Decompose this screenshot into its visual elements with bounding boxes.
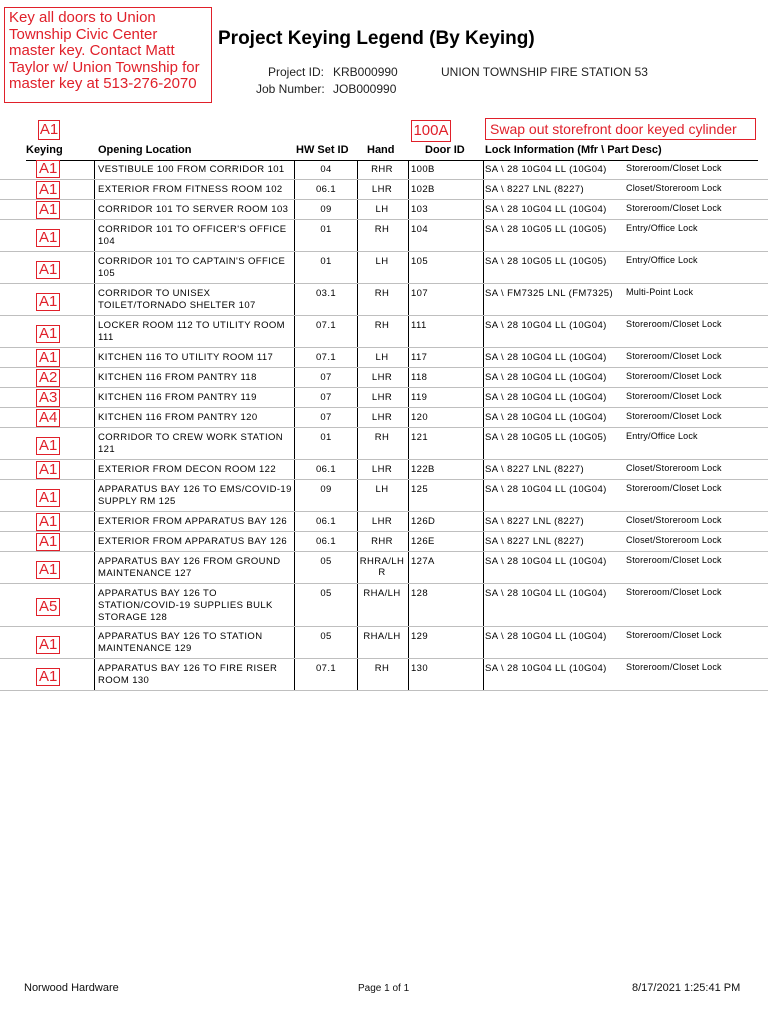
hand-cell: RH [374,320,390,331]
table-row [0,512,768,532]
lock-info-cell: SA \ FM7325 LNL (FM7325) [485,288,614,299]
hand-cell: LH [375,352,389,363]
column-divider [483,584,484,626]
column-divider [408,284,409,315]
table-row [0,180,768,200]
lock-info-cell: SA \ 8227 LNL (8227) [485,516,585,527]
column-divider [94,220,95,251]
door-id-cell: 125 [411,484,429,495]
column-divider [94,659,95,690]
column-divider [294,512,295,531]
column-divider [408,180,409,199]
opening-location-cell: EXTERIOR FROM APPARATUS BAY 126 [98,516,288,527]
column-divider [483,428,484,459]
column-divider [294,532,295,551]
column-divider [294,388,295,407]
table-row [0,160,768,180]
lock-function-cell: Storeroom/Closet Lock [626,319,722,329]
hand-cell: LHR [371,184,393,195]
table-row [0,627,768,659]
column-divider [94,316,95,347]
lock-function-cell: Closet/Storeroom Lock [626,535,722,545]
col-lock-info: Lock Information (Mfr \ Part Desc) [485,144,662,156]
column-divider [294,408,295,427]
table-row [0,408,768,428]
hand-cell: RH [374,224,390,235]
column-divider [483,408,484,427]
column-divider [94,284,95,315]
lock-info-cell: SA \ 28 10G04 LL (10G04) [485,631,607,642]
lock-info-cell: SA \ 28 10G05 LL (10G05) [485,256,607,267]
column-divider [408,252,409,283]
hw-set-cell: 06.1 [315,464,337,475]
door-id-cell: 120 [411,412,429,423]
hw-set-cell: 05 [320,631,332,642]
door-id-cell: 126D [411,516,436,527]
column-divider [294,316,295,347]
column-divider [483,512,484,531]
hw-set-cell: 09 [320,484,332,495]
column-divider [408,552,409,583]
column-divider [408,512,409,531]
hand-cell: RH [374,288,390,299]
hand-cell: RH [374,663,390,674]
column-divider [94,180,95,199]
keying-badge: A1 [36,181,60,199]
door-id-cell: 111 [411,320,427,331]
opening-location-cell: APPARATUS BAY 126 FROM GROUND MAINTENANCE 127 [98,556,281,579]
column-divider [483,480,484,511]
opening-location-cell: EXTERIOR FROM DECON ROOM 122 [98,464,276,475]
column-divider [294,348,295,367]
table-row [0,584,768,627]
column-divider [294,627,295,658]
keying-badge: A3 [36,389,60,407]
hand-cell: RHR [371,164,393,175]
table-row [0,532,768,552]
lock-info-cell: SA \ 28 10G04 LL (10G04) [485,204,607,215]
hw-set-cell: 06.1 [315,536,337,547]
keying-badge: A1 [36,489,60,507]
column-divider [408,160,409,179]
table-row [0,284,768,316]
lock-info-cell: SA \ 28 10G04 LL (10G04) [485,392,607,403]
opening-location-cell: CORRIDOR TO UNISEX TOILET/TORNADO SHELTER 107 [98,288,256,311]
opening-location-cell: EXTERIOR FROM FITNESS ROOM 102 [98,184,283,195]
column-divider [294,220,295,251]
column-divider [483,160,484,179]
keying-badge: A1 [36,533,60,551]
door-id-cell: 129 [411,631,429,642]
column-divider [408,388,409,407]
lock-function-cell: Storeroom/Closet Lock [626,371,722,381]
table-row [0,368,768,388]
col-hw-set-id: HW Set ID [296,144,349,156]
column-divider [294,584,295,626]
lock-function-cell: Closet/Storeroom Lock [626,183,722,193]
table-row [0,220,768,252]
door-id-header-note: 100A [411,120,451,142]
column-divider [94,627,95,658]
table-row [0,252,768,284]
opening-location-cell: EXTERIOR FROM APPARATUS BAY 126 [98,536,288,547]
lock-info-cell: SA \ 28 10G04 LL (10G04) [485,164,607,175]
door-id-cell: 103 [411,204,429,215]
master-key-note: Key all doors to Union Township Civic Center master key. Contact Matt Taylor w/ Union Township for master key at 513-276-2070 [4,7,212,103]
keying-badge: A1 [36,160,60,178]
column-divider [294,252,295,283]
column-divider [294,428,295,459]
table-header [0,144,768,160]
lock-info-cell: SA \ 28 10G05 LL (10G05) [485,432,607,443]
hw-set-cell: 07 [320,412,332,423]
column-divider [94,348,95,367]
column-divider [408,408,409,427]
column-divider [94,388,95,407]
hw-set-cell: 04 [320,164,332,175]
page-title: Project Keying Legend (By Keying) [218,28,535,49]
hw-set-cell: 07.1 [315,663,337,674]
column-divider [294,180,295,199]
col-hand: Hand [367,144,395,156]
column-divider [94,428,95,459]
column-divider [483,627,484,658]
column-divider [94,160,95,179]
table-row [0,200,768,220]
keying-badge: A1 [36,349,60,367]
column-divider [294,284,295,315]
lock-info-cell: SA \ 8227 LNL (8227) [485,184,585,195]
hand-cell: LHR [371,412,393,423]
column-divider [483,220,484,251]
lock-info-cell: SA \ 8227 LNL (8227) [485,464,585,475]
lock-info-cell: SA \ 28 10G04 LL (10G04) [485,484,607,495]
column-divider [408,428,409,459]
hw-set-cell: 09 [320,204,332,215]
keying-badge: A1 [36,201,60,219]
hand-cell: LH [375,204,389,215]
hand-cell: LH [375,484,389,495]
lock-function-cell: Storeroom/Closet Lock [626,391,722,401]
door-id-cell: 100B [411,164,435,175]
column-divider [408,584,409,626]
project-name: UNION TOWNSHIP FIRE STATION 53 [441,65,648,79]
column-divider [408,200,409,219]
door-id-cell: 104 [411,224,429,235]
table-row [0,348,768,368]
job-number-label: Job Number: [256,82,325,96]
hw-set-cell: 06.1 [315,516,337,527]
opening-location-cell: CORRIDOR TO CREW WORK STATION 121 [98,432,284,455]
lock-function-cell: Storeroom/Closet Lock [626,203,722,213]
column-divider [483,180,484,199]
keying-badge: A1 [36,461,60,479]
opening-location-cell: LOCKER ROOM 112 TO UTILITY ROOM 111 [98,320,285,343]
keying-badge: A1 [36,437,60,455]
table-row [0,460,768,480]
lock-function-cell: Entry/Office Lock [626,255,698,265]
keying-badge: A1 [36,636,60,654]
column-divider [483,532,484,551]
keying-badge: A1 [36,325,60,343]
column-divider [94,200,95,219]
column-divider [294,552,295,583]
lock-info-cell: SA \ 28 10G05 LL (10G05) [485,224,607,235]
col-keying: Keying [26,144,63,156]
hand-cell: LHR [371,464,393,475]
column-divider [483,368,484,387]
hw-set-cell: 01 [320,224,332,235]
keying-table [0,160,768,691]
door-id-cell: 127A [411,556,435,567]
opening-location-cell: KITCHEN 116 FROM PANTRY 119 [98,392,257,403]
column-divider [94,512,95,531]
lock-function-cell: Storeroom/Closet Lock [626,555,722,565]
lock-info-cell: SA \ 28 10G04 LL (10G04) [485,588,607,599]
keying-badge: A1 [36,229,60,247]
opening-location-cell: CORRIDOR 101 TO CAPTAIN'S OFFICE 105 [98,256,286,279]
column-divider [94,480,95,511]
opening-location-cell: APPARATUS BAY 126 TO STATION/COVID-19 SUPPLIES BULK STORAGE 128 [98,588,273,623]
opening-location-cell: KITCHEN 116 TO UTILITY ROOM 117 [98,352,274,363]
hand-cell: LH [375,256,389,267]
table-row [0,552,768,584]
column-divider [294,659,295,690]
door-id-cell: 130 [411,663,429,674]
hw-set-cell: 01 [320,256,332,267]
job-number-value: JOB000990 [333,82,397,96]
column-divider [408,460,409,479]
opening-location-cell: VESTIBULE 100 FROM CORRIDOR 101 [98,164,285,175]
opening-location-cell: KITCHEN 116 FROM PANTRY 120 [98,412,258,423]
lock-function-cell: Closet/Storeroom Lock [626,463,722,473]
column-divider [483,200,484,219]
footer-page-number: Page 1 of 1 [358,983,410,994]
column-divider [408,480,409,511]
hand-cell: RHRA/LH R [359,556,405,578]
hw-set-cell: 06.1 [315,184,337,195]
door-id-cell: 126E [411,536,435,547]
lock-function-cell: Entry/Office Lock [626,223,698,233]
column-divider [483,284,484,315]
footer-company: Norwood Hardware [24,982,119,994]
column-divider [483,348,484,367]
hw-set-cell: 07 [320,392,332,403]
column-divider [483,460,484,479]
hw-set-cell: 07.1 [315,320,337,331]
opening-location-cell: KITCHEN 116 FROM PANTRY 118 [98,372,257,383]
hand-cell: LHR [371,392,393,403]
column-divider [483,316,484,347]
lock-info-cell: SA \ 28 10G04 LL (10G04) [485,412,607,423]
keying-badge: A4 [36,409,60,427]
keying-badge: A1 [36,293,60,311]
col-opening-location: Opening Location [98,144,192,156]
hand-cell: LHR [371,516,393,527]
hand-cell: RHA/LH [363,631,401,642]
door-id-cell: 119 [411,392,428,403]
opening-location-cell: APPARATUS BAY 126 TO EMS/COVID-19 SUPPLY RM 125 [98,484,292,507]
hw-set-cell: 01 [320,432,332,443]
project-id-label: Project ID: [268,65,325,79]
keying-badge: A5 [36,598,60,616]
keying-badge: A2 [36,369,60,387]
column-divider [294,460,295,479]
column-divider [294,480,295,511]
opening-location-cell: APPARATUS BAY 126 TO STATION MAINTENANCE 129 [98,631,263,654]
lock-function-cell: Closet/Storeroom Lock [626,515,722,525]
column-divider [408,316,409,347]
opening-location-cell: APPARATUS BAY 126 TO FIRE RISER ROOM 130 [98,663,278,686]
door-id-cell: 122B [411,464,435,475]
lock-function-cell: Storeroom/Closet Lock [626,662,722,672]
door-id-cell: 105 [411,256,429,267]
column-divider [408,348,409,367]
column-divider [294,368,295,387]
column-divider [94,552,95,583]
project-id-value: KRB000990 [333,65,398,79]
door-id-cell: 102B [411,184,435,195]
column-divider [408,627,409,658]
column-divider [94,460,95,479]
keying-badge: A1 [36,261,60,279]
hw-set-cell: 03.1 [315,288,337,299]
footer-timestamp: 8/17/2021 1:25:41 PM [632,982,741,994]
hw-set-cell: 05 [320,588,332,599]
hand-cell: LHR [371,372,393,383]
column-divider [483,388,484,407]
column-divider [94,252,95,283]
lock-info-cell: SA \ 28 10G04 LL (10G04) [485,663,607,674]
column-divider [294,200,295,219]
hw-set-cell: 05 [320,556,332,567]
lock-function-cell: Storeroom/Closet Lock [626,411,722,421]
column-divider [408,368,409,387]
keying-header-note: A1 [39,121,59,138]
lock-function-cell: Storeroom/Closet Lock [626,163,722,173]
column-divider [483,552,484,583]
hw-set-cell: 07.1 [315,352,337,363]
column-divider [483,659,484,690]
door-id-cell: 118 [411,372,428,383]
column-divider [94,584,95,626]
door-id-cell: 117 [411,352,428,363]
table-row [0,480,768,512]
lock-function-cell: Multi-Point Lock [626,287,694,297]
column-divider [94,532,95,551]
column-divider [483,252,484,283]
lock-info-cell: SA \ 28 10G04 LL (10G04) [485,352,607,363]
column-divider [94,368,95,387]
lock-info-cell: SA \ 28 10G04 LL (10G04) [485,372,607,383]
hw-set-cell: 07 [320,372,332,383]
lock-function-cell: Entry/Office Lock [626,431,698,441]
door-id-cell: 121 [411,432,429,443]
hand-cell: RHR [371,536,393,547]
column-divider [294,160,295,179]
col-door-id: Door ID [425,144,465,156]
table-row [0,659,768,691]
column-divider [408,220,409,251]
lock-function-cell: Storeroom/Closet Lock [626,351,722,361]
table-row [0,388,768,408]
lock-function-cell: Storeroom/Closet Lock [626,630,722,640]
opening-location-cell: CORRIDOR 101 TO OFFICER'S OFFICE 104 [98,224,287,247]
hand-cell: RHA/LH [363,588,401,599]
keying-badge: A1 [36,668,60,686]
lock-info-cell: SA \ 28 10G04 LL (10G04) [485,556,607,567]
column-divider [94,408,95,427]
keying-badge: A1 [36,561,60,579]
door-id-cell: 107 [411,288,429,299]
opening-location-cell: CORRIDOR 101 TO SERVER ROOM 103 [98,204,289,215]
swap-cylinder-note: Swap out storefront door keyed cylinder [485,118,756,140]
door-id-cell: 128 [411,588,429,599]
lock-function-cell: Storeroom/Closet Lock [626,483,722,493]
lock-info-cell: SA \ 28 10G04 LL (10G04) [485,320,607,331]
lock-info-cell: SA \ 8227 LNL (8227) [485,536,585,547]
table-row [0,428,768,460]
table-row [0,316,768,348]
column-divider [408,532,409,551]
column-divider [408,659,409,690]
lock-function-cell: Storeroom/Closet Lock [626,587,722,597]
hand-cell: RH [374,432,390,443]
keying-badge: A1 [36,513,60,531]
